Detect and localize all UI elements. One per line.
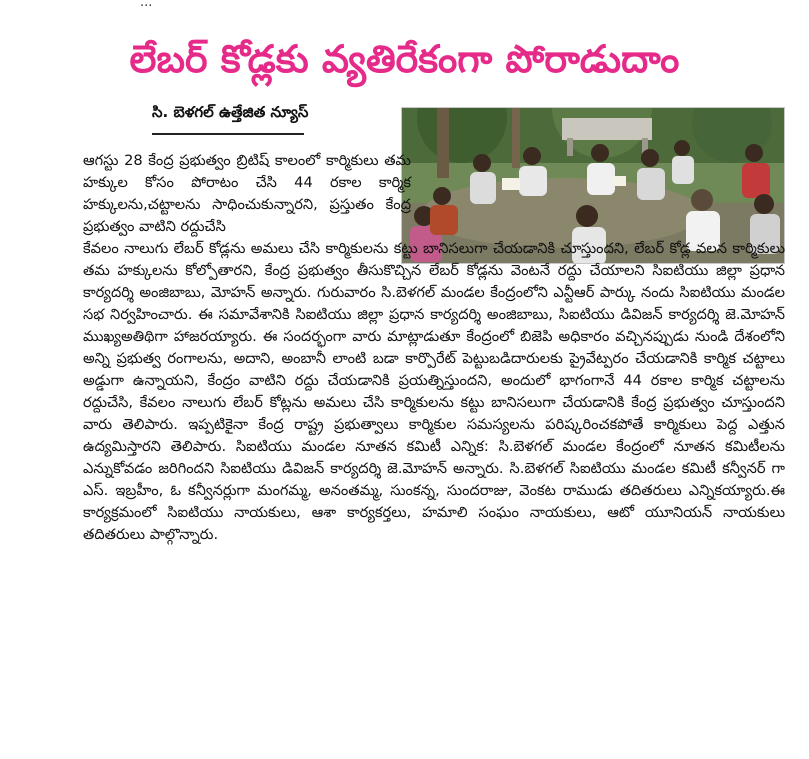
top-cropped-text: ... bbox=[140, 0, 153, 8]
headline: లేబర్ కోడ్లకు వ్యతిరేకంగా పోరాడుదాం bbox=[129, 37, 680, 81]
article-lead-paragraph: ఆగస్టు 28 కేంద్ర ప్రభుత్వం బ్రిటిష్ కాలంలో కార్మికులు తమ హక్కుల కోసం పోరాటం చేసి 44 రకాల కార్మిక హక్కులను,చట్టాలను సాధించుకున్నారని, ప్రస్తుతం కేంద్ర ప్రభుత్వం వాటిని రద్దుచేసి bbox=[83, 152, 411, 235]
article-body bbox=[83, 150, 785, 546]
byline-underline bbox=[152, 133, 304, 135]
article-main-paragraph: కేవలం నాలుగు లేబర్ కోడ్లను అమలు చేసి కార్మికులను కట్టు బానిసలుగా చేయడానికి చూస్తుందని, లేబర్ కోడ్ల వలన కార్మికులు తమ హక్కులను కోల్పోతారని, కేంద్ర ప్రభుత్వం తీసుకొచ్చిన లేబర్ కోడ్లను వెంటనే రద్దు చేయాలని సిఐటియు జిల్లా ప్రధాన కార్యదర్శి అంజిబాబు, మోహన్ అన్నారు. గురువారం సి.బెళగల్ మండల కేంద్రంలోని ఎన్టీఆర్ పార్కు నందు సిఐటియు మండల సభ నిర్వహించారు. ఈ సమావేశానికి సిఐటియు జిల్లా ప్రధాన కార్యదర్శి అంజిబాబు, సిఐటియు డివిజన్ కార్యదర్శి జె.మోహన్ ముఖ్యఅతిథిగా హాజరయ్యారు. ఈ సందర్భంగా వారు మాట్లాడుతూ కేంద్రంలో బిజెపి అధికారం వచ్చినప్పుడు నుండి దేశంలోని అన్ని ప్రభుత్వ రంగాలను, అదాని, అంబానీ లాంటి బడా కార్పొరేట్ పెట్టుబడిదారులకు ప్రైవేట్పరం చేయడానికి కార్మిక చట్టాలు అడ్డుగా ఉన్నాయని, కేంద్రం వాటిని రద్దు చేయడానికి ప్రయత్నిస్తుందని, అందులో భాగంగానే 44 రకాల కార్మిక చట్టాలను రద్దుచేసి, కేవలం నాలుగు లేబర్ కోట్లను అమలు చేసి కార్మికులను కట్టు బానిసలుగా చేయడానికి కేంద్ర ప్రభుత్వం చూస్తుందని వారు తెలిపారు. ఇప్పటికైనా కేంద్ర రాష్ట్ర ప్రభుత్వాలు కార్మికుల సమస్యలను పరిష్కరించకపోతే కార్మికులు పెద్ద ఎత్తున ఉద్యమిస్తారని తెలిపారు. సిఐటియు మండల నూతన కమిటీ ఎన్నిక: సి.బెళగల్ మండల కేంద్రంలో నూతన కమిటీలను ఎన్నుకోవడం జరిగిందని సిఐటియు డివిజన్ కార్యదర్శి జె.మోహన్ అన్నారు. సి.బెళగల్ సిఐటియు మండల కమిటీ కన్వీనర్ గా ఎస్. ఇబ్రహీం, ఓ కన్వీనర్లుగా మంగమ్మ, అనంతమ్మ, సుంకన్న, సుందరాజు, వెంకట రాముడు తదితరులు ఎన్నికయ్యారు.ఈ కార్యక్రమంలో సిఐటియు నాయకులు, ఆశా కార్యకర్తలు, హమాలి సంఘం నాయకులు, ఆటో యూనియన్ నాయకులు తదితరులు పాల్గొన్నారు. bbox=[83, 240, 785, 543]
byline: సి. బెళగల్ ఉత్తేజిత న్యూస్ bbox=[152, 103, 309, 121]
